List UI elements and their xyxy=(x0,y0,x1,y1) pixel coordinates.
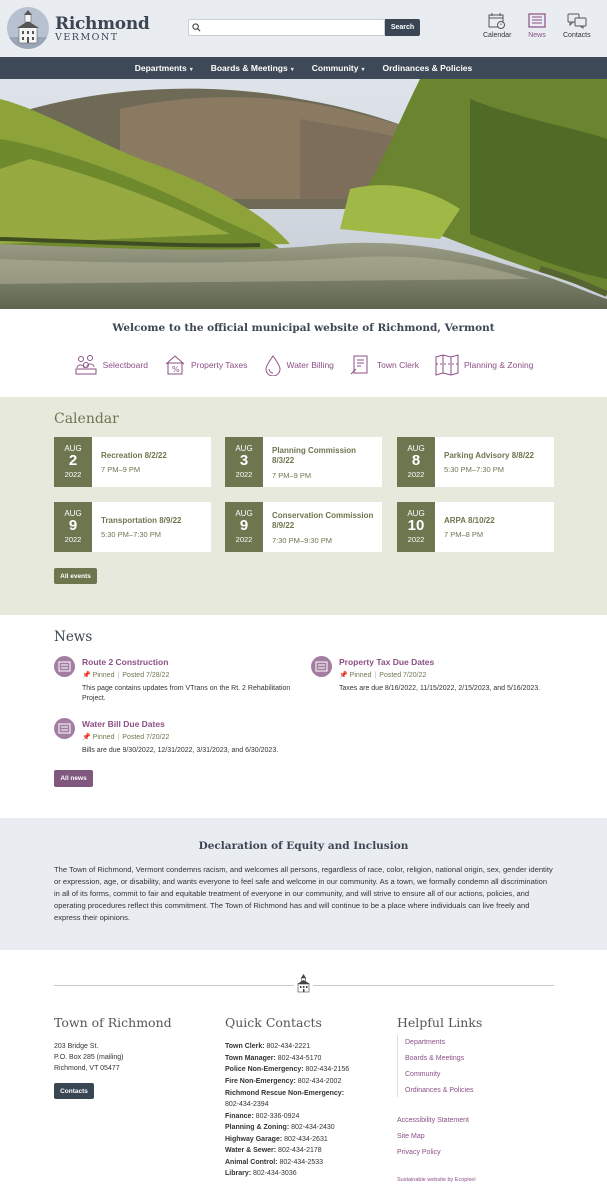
quick-link-contacts[interactable] xyxy=(563,13,591,39)
event-time: 7:30 PM–9:30 PM xyxy=(272,536,333,545)
town-hall-icon xyxy=(295,973,312,993)
nav-item-community[interactable]: Community ▾ xyxy=(311,63,365,73)
svg-text:%: % xyxy=(171,365,180,374)
contact-line: Water & Sewer: 802-434-2178 xyxy=(225,1147,322,1154)
quick-link-news[interactable] xyxy=(528,13,546,39)
pin-icon: 📌 xyxy=(82,672,91,679)
calendar-section xyxy=(0,397,607,615)
pin-icon: 📌 xyxy=(82,734,91,741)
search-button[interactable]: Search xyxy=(385,19,420,36)
equity-section xyxy=(0,818,607,950)
welcome-heading: Welcome to the official municipal website of Richmond, Vermont xyxy=(112,322,495,334)
nav-item-ordinances-policies[interactable]: Ordinances & Policies xyxy=(382,63,473,73)
event-title[interactable]: Recreation 8/2/22 xyxy=(101,451,167,460)
calendar-heading: Calendar xyxy=(54,411,119,427)
footer-link-ordinances-policies[interactable]: Ordinances & Policies xyxy=(405,1087,474,1094)
search-icon xyxy=(192,23,201,32)
news-meta: 📌 Pinned | Posted 7/28/22 xyxy=(82,672,170,679)
site-subtitle: VERMONT xyxy=(55,32,119,43)
news-meta: 📌 Pinned | Posted 7/20/22 xyxy=(82,734,170,741)
contact-line: Town Clerk: 802-434-2221 xyxy=(225,1043,311,1050)
calendar-event[interactable] xyxy=(54,502,211,552)
footer-divider xyxy=(54,985,294,986)
quick-link-calendar[interactable] xyxy=(483,13,511,39)
event-title[interactable]: Planning Commission 8/3/22 xyxy=(272,446,357,465)
contact-line: 802-434-2394 xyxy=(225,1101,269,1108)
people-icon xyxy=(74,354,98,376)
service-link-planning-zoning[interactable]: Planning & Zoning xyxy=(435,350,533,380)
footer-quick-contacts-heading: Quick Contacts xyxy=(225,1015,322,1030)
event-title[interactable]: Transportation 8/9/22 xyxy=(101,516,182,525)
calendar-event[interactable] xyxy=(54,437,211,487)
footer-link-privacy-policy[interactable]: Privacy Policy xyxy=(397,1149,441,1156)
helpful-links-rule xyxy=(397,1035,398,1097)
event-date: AUG 10 2022 xyxy=(397,502,435,552)
event-date: AUG 2 2022 xyxy=(54,437,92,487)
news-summary: This page contains updates from VTrans on the Rt. 2 Rehabilitation Project. xyxy=(82,685,291,702)
footer-link-community[interactable]: Community xyxy=(405,1071,441,1078)
chevron-down-icon: ▾ xyxy=(361,67,365,73)
event-time: 7 PM–9 PM xyxy=(272,471,312,480)
chevron-down-icon: ▾ xyxy=(189,67,193,73)
news-item xyxy=(311,656,561,706)
event-time: 5:30 PM–7:30 PM xyxy=(444,465,505,474)
newspaper-icon xyxy=(54,656,75,677)
contact-line: Police Non-Emergency: 802-434-2156 xyxy=(225,1066,350,1073)
calendar-event[interactable] xyxy=(397,502,554,552)
contact-line: Finance: 802-336-0924 xyxy=(225,1113,300,1120)
event-title[interactable]: ARPA 8/10/22 xyxy=(444,516,495,525)
footer-town-heading: Town of Richmond xyxy=(54,1015,172,1030)
newspaper-icon xyxy=(54,718,75,739)
hero-image xyxy=(0,79,607,309)
news-title-link[interactable]: Property Tax Due Dates xyxy=(339,657,435,667)
footer-helpful-links-heading: Helpful Links xyxy=(397,1015,483,1030)
event-time: 7 PM–8 PM xyxy=(444,530,484,539)
quick-link-label: News xyxy=(528,32,546,39)
contact-line: Town Manager: 802-434-5170 xyxy=(225,1055,322,1062)
calendar-event[interactable] xyxy=(225,437,382,487)
town-seal-logo[interactable] xyxy=(7,7,49,49)
all-news-button[interactable]: All news xyxy=(54,770,93,787)
all-events-button[interactable]: All events xyxy=(54,568,97,584)
service-link-property-taxes[interactable]: % Property Taxes xyxy=(164,350,248,380)
contact-line: Fire Non-Emergency: 802-434-2002 xyxy=(225,1078,342,1085)
service-link-town-clerk[interactable]: Town Clerk xyxy=(350,350,419,380)
contacts-icon xyxy=(567,13,587,29)
chevron-down-icon: ▾ xyxy=(290,67,294,73)
contact-line: Planning & Zoning: 802-434-2430 xyxy=(225,1124,335,1131)
event-time: 7 PM–9 PM xyxy=(101,465,141,474)
calendar-event[interactable] xyxy=(225,502,382,552)
contact-line: Animal Control: 802-434-2533 xyxy=(225,1159,324,1166)
pin-icon: 📌 xyxy=(339,672,348,679)
contact-line: Richmond Rescue Non-Emergency: xyxy=(225,1090,345,1097)
newspaper-icon xyxy=(311,656,332,677)
equity-heading: Declaration of Equity and Inclusion xyxy=(198,840,409,852)
nav-item-boards-meetings[interactable]: Boards & Meetings ▾ xyxy=(210,63,294,73)
ecopixel-credit-link[interactable]: Sustainable website by Ecopixel xyxy=(397,1177,476,1183)
map-icon xyxy=(435,354,459,376)
news-heading: News xyxy=(54,629,93,645)
news-item xyxy=(54,718,304,763)
event-title[interactable]: Conservation Commission 8/9/22 xyxy=(272,511,374,530)
address-line: P.O. Box 285 (mailing) xyxy=(54,1054,124,1061)
news-summary: Taxes are due 8/16/2022, 11/15/2022, 2/15/2023, and 5/16/2023. xyxy=(339,685,541,692)
quick-link-label: Calendar xyxy=(483,32,512,39)
calendar-icon xyxy=(488,13,506,29)
water-drop-icon xyxy=(264,354,282,376)
footer-link-departments[interactable]: Departments xyxy=(405,1039,446,1046)
footer-link-site-map[interactable]: Site Map xyxy=(397,1133,425,1140)
news-title-link[interactable]: Route 2 Construction xyxy=(82,657,169,667)
event-time: 5:30 PM–7:30 PM xyxy=(101,530,162,539)
main-nav xyxy=(0,57,607,79)
service-links xyxy=(0,350,607,380)
equity-text: The Town of Richmond, Vermont condemns racism, and welcomes all persons, regardless of race, color, religion, national origin, sex, gender identity or expression, age, or disability, and wants everyone to feel safe and welcome in our community. As a town, we formally condemn all discrimination in all of its forms, commit to fair and equitable treatment of everyone in our community, and will strive to ensure all of our actions, policies, and operating procedures reflect this commitment. The Town of Richmond has and will continue to be a place where individuals can live freely and express their opinions. xyxy=(54,865,553,922)
address-line: 203 Bridge St. xyxy=(54,1043,99,1050)
news-title-link[interactable]: Water Bill Due Dates xyxy=(82,719,165,729)
site-name[interactable]: Richmond xyxy=(55,14,150,34)
news-item xyxy=(54,656,304,706)
contacts-button[interactable]: Contacts xyxy=(54,1083,94,1099)
quick-link-label: Contacts xyxy=(563,32,591,39)
contact-line: Highway Garage: 802-434-2631 xyxy=(225,1136,328,1143)
event-title[interactable]: Parking Advisory 8/8/22 xyxy=(444,451,534,460)
site-header xyxy=(0,0,607,57)
event-date: AUG 3 2022 xyxy=(225,437,263,487)
search-box xyxy=(188,19,385,36)
news-summary: Bills are due 9/30/2022, 12/31/2022, 3/31/2023, and 6/30/2023. xyxy=(82,747,279,754)
footer-divider xyxy=(313,985,554,986)
news-icon xyxy=(528,13,546,29)
event-date: AUG 8 2022 xyxy=(397,437,435,487)
house-percent-icon xyxy=(164,354,186,376)
footer-link-accessibility[interactable]: Accessibility Statement xyxy=(397,1117,469,1124)
service-link-selectboard[interactable]: Selectboard xyxy=(74,350,148,380)
service-link-water-billing[interactable]: Water Billing xyxy=(264,350,334,380)
nav-item-departments[interactable]: Departments ▾ xyxy=(134,63,193,73)
contact-line: Library: 802-434-3036 xyxy=(225,1170,297,1177)
address-line: Richmond, VT 05477 xyxy=(54,1065,120,1072)
calendar-event[interactable] xyxy=(397,437,554,487)
news-meta: 📌 Pinned | Posted 7/20/22 xyxy=(339,672,427,679)
event-date: AUG 9 2022 xyxy=(225,502,263,552)
search-input[interactable] xyxy=(203,20,383,35)
document-icon xyxy=(350,354,372,376)
event-date: AUG 9 2022 xyxy=(54,502,92,552)
footer-link-boards-meetings[interactable]: Boards & Meetings xyxy=(405,1055,465,1062)
